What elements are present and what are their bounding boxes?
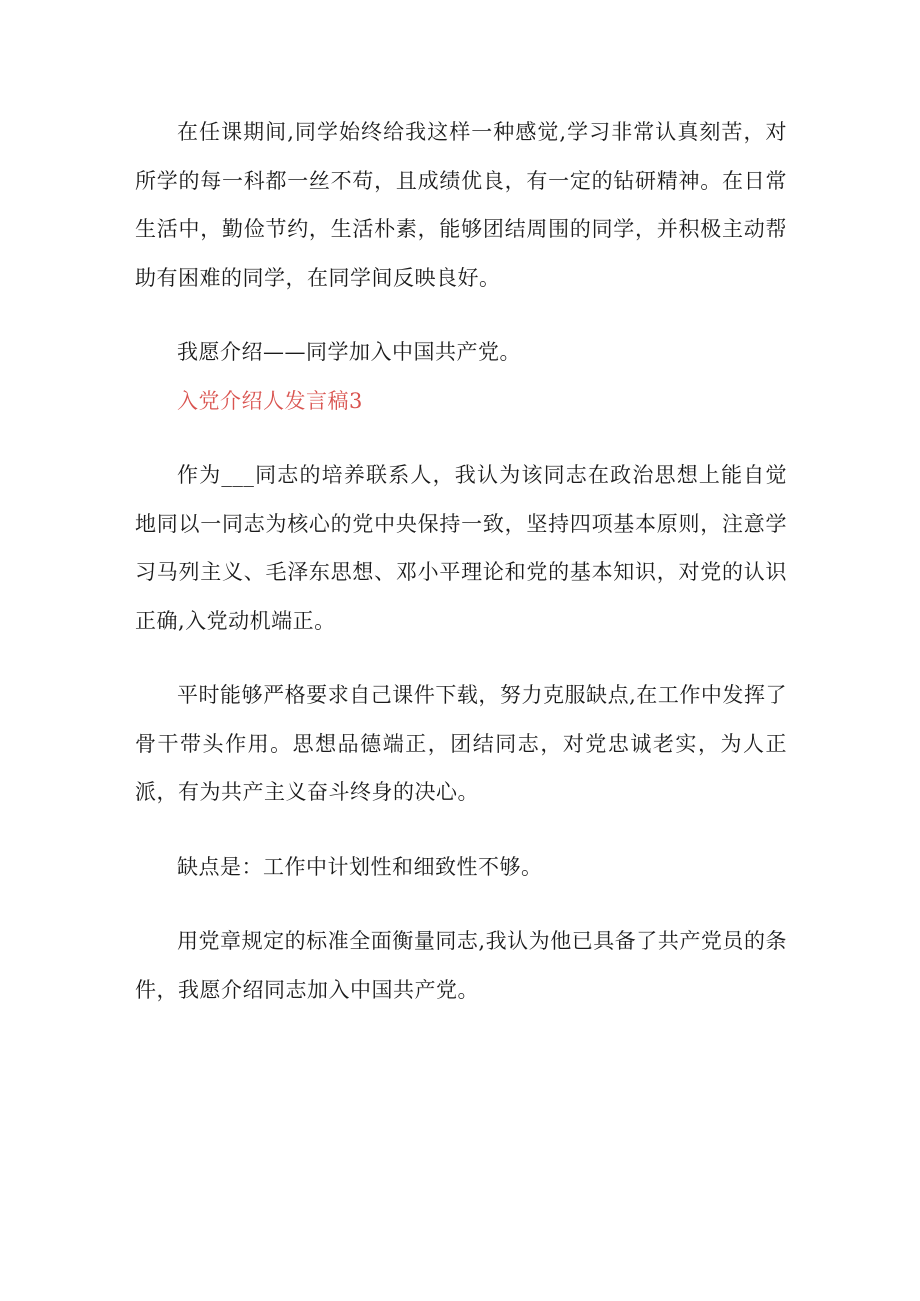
paragraph-political-stance: 作为___同志的培养联系人，我认为该同志在政治思想上能自觉地同以一同志为核心的党中央保持一致，坚持四项基本原则，注意学习马列主义、毛泽东思想、邓小平理论和党的基本知识，对党的认识正确,入党动机端正。 [135, 463, 787, 633]
paragraph-work-performance: 平时能够严格要求自己课件下载，努力克服缺点,在工作中发挥了骨干带头作用。思想品德端正，团结同志，对党忠诚老实，为人正派，有为共产主义奋斗终身的决心。 [135, 683, 787, 804]
paragraph-evaluation: 在任课期间,同学始终给我这样一种感觉,学习非常认真刻苦，对所学的每一科都一丝不苟，且成绩优良，有一定的钻研精神。在日常生活中，勤俭节约，生活朴素，能够团结周围的同学，并积极主动帮助有困难的同学，在同学间反映良好。 [135, 120, 787, 290]
paragraph-recommendation: 我愿介绍——同学加入中国共产党。 [177, 340, 521, 364]
section-heading: 入党介绍人发言稿3 [177, 388, 363, 413]
paragraph-shortcomings: 缺点是：工作中计划性和细致性不够。 [177, 854, 543, 879]
document-body [135, 108, 787, 1014]
paragraph-conclusion: 用党章规定的标准全面衡量同志,我认为他已具备了共产党员的条件，我愿介绍同志加入中国共产党。 [135, 929, 787, 1002]
